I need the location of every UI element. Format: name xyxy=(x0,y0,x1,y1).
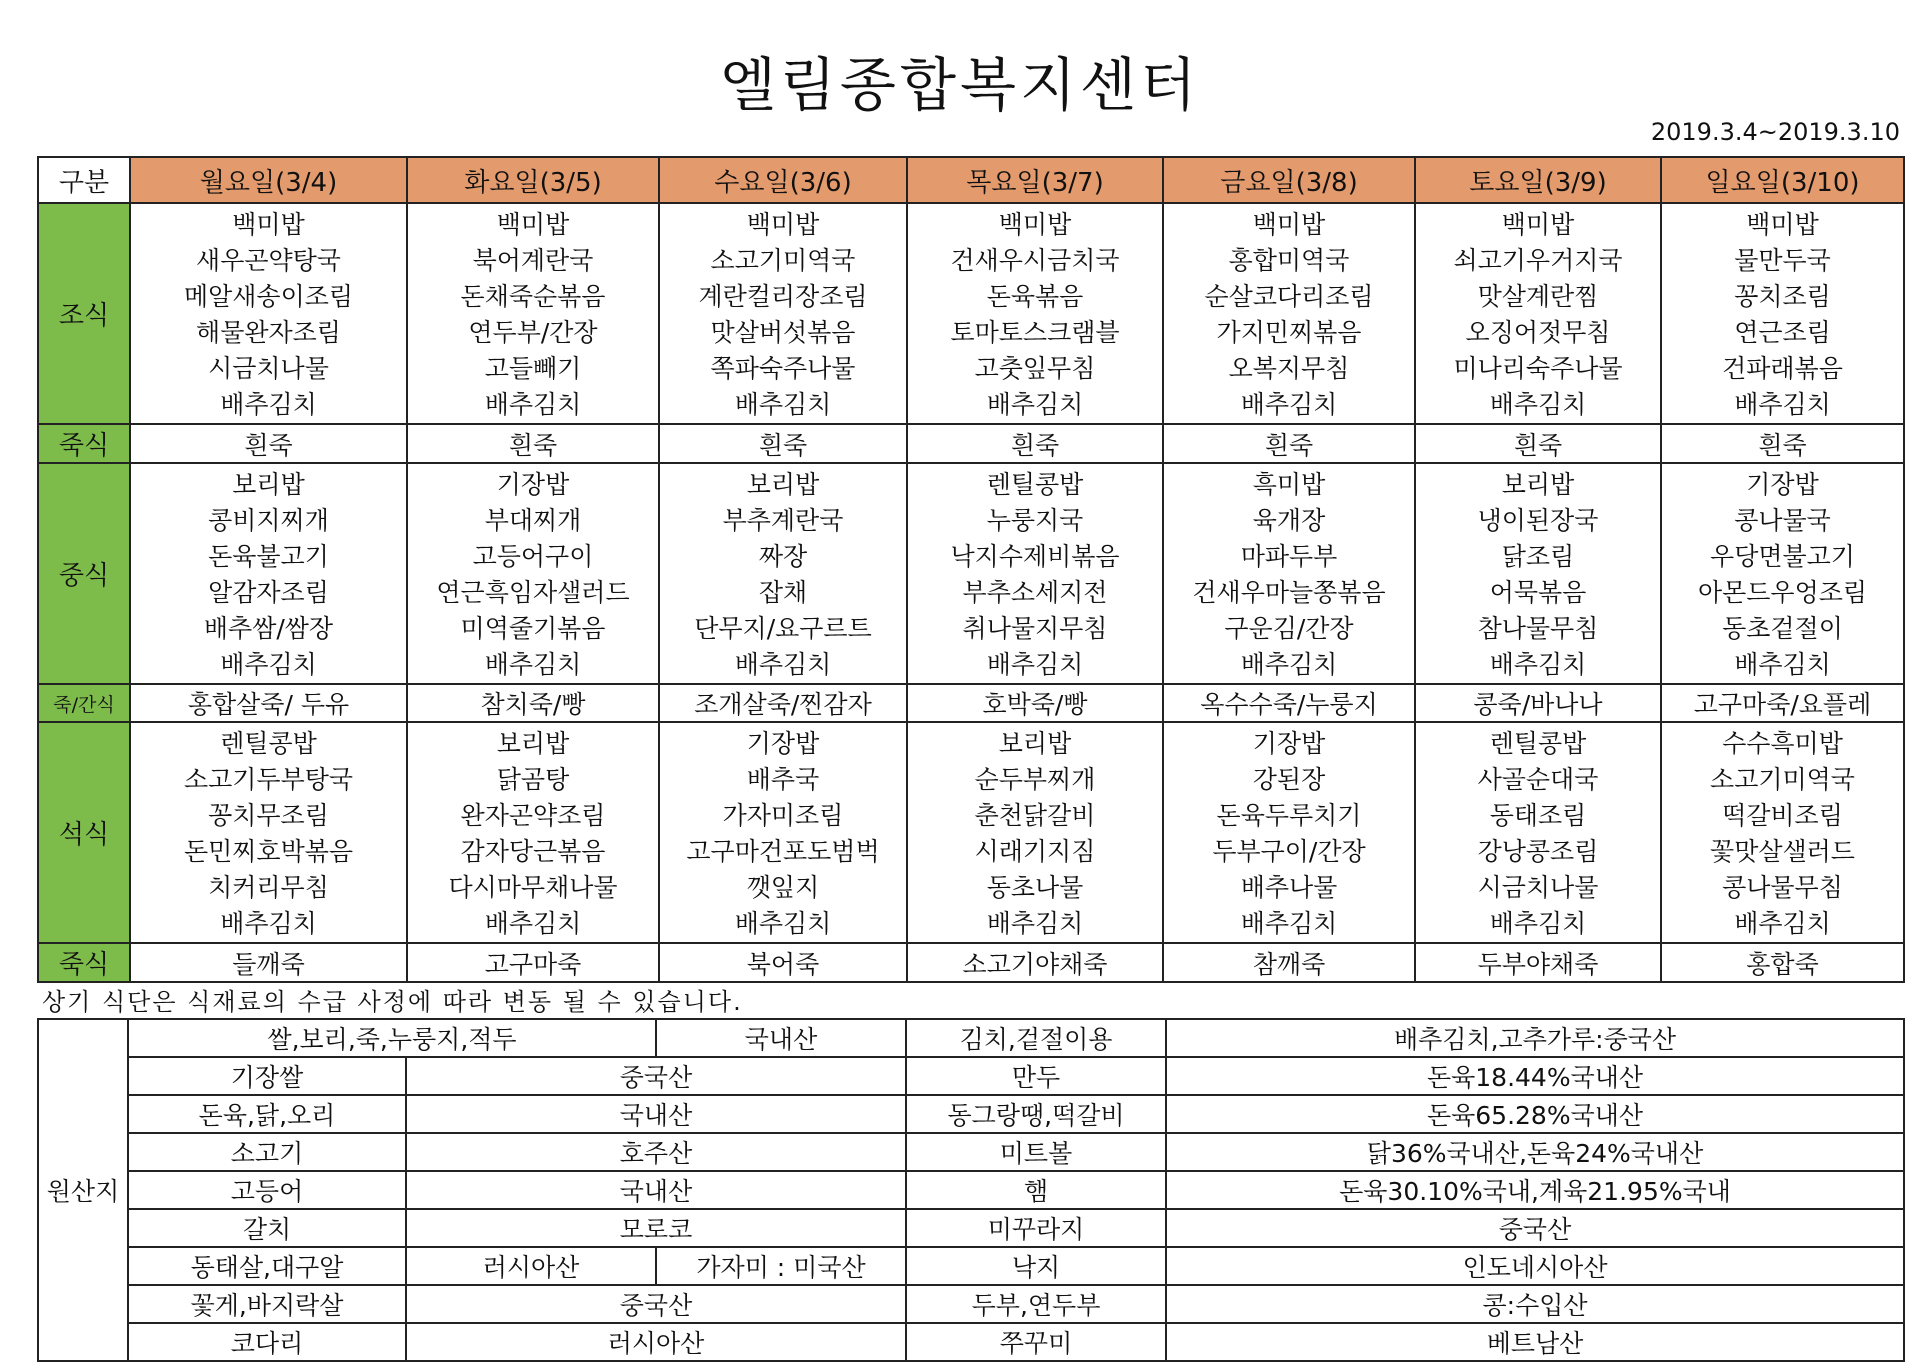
dish-item: 배추김치 xyxy=(1240,390,1338,419)
dish-item: 콩나물국 xyxy=(1734,506,1831,535)
origin-label: 원산지 xyxy=(38,1019,128,1361)
origin-item: 고등어 xyxy=(128,1171,406,1209)
origin-table xyxy=(37,1018,1905,1362)
origin-country: 호주산 xyxy=(406,1133,906,1171)
dish-item: 백미밥 xyxy=(232,210,305,239)
origin-row xyxy=(38,1285,1904,1323)
dish-item: 쇠고기우거지국 xyxy=(1453,246,1623,275)
dish-item: 소고기두부탕국 xyxy=(183,765,354,794)
meal-cell: 두부야채죽 xyxy=(1415,943,1661,982)
origin-country: 국내산 xyxy=(406,1171,906,1209)
dish-item: 우당면불고기 xyxy=(1710,542,1855,571)
dish-item: 아몬드우엉조림 xyxy=(1697,578,1868,607)
dish-item: 배추김치 xyxy=(734,650,832,679)
dish-item: 배추쌈/쌈장 xyxy=(203,614,334,643)
meal-cell xyxy=(659,203,907,424)
origin-country: 중국산 xyxy=(406,1057,906,1095)
menu-change-note: 상기 식단은 식재료의 수급 사정에 따라 변동 될 수 있습니다. xyxy=(42,988,743,1016)
origin-row xyxy=(38,1209,1904,1247)
dish-item: 배추김치 xyxy=(484,909,582,938)
dish-item: 돈육볶음 xyxy=(986,282,1084,311)
meal-cell: 홍합살죽/ 두유 xyxy=(130,684,407,722)
meal-label: 석식 xyxy=(38,722,130,943)
origin-country: 중국산 xyxy=(406,1285,906,1323)
dish-item: 보리밥 xyxy=(232,470,305,499)
dish-item: 건새우시금치국 xyxy=(950,246,1120,275)
dish-item: 어묵볶음 xyxy=(1489,578,1587,607)
dish-item: 고춧잎무침 xyxy=(974,354,1096,383)
meal-cell: 조개살죽/찐감자 xyxy=(659,684,907,722)
dish-item: 백미밥 xyxy=(998,210,1072,239)
meal-cell: 흰죽 xyxy=(1163,424,1415,463)
dish-item: 고등어구이 xyxy=(472,542,594,571)
dish-item: 물만두국 xyxy=(1734,246,1831,275)
dish-item: 순두부찌개 xyxy=(974,765,1096,794)
meal-cell: 고구마죽 xyxy=(407,943,659,982)
dish-item: 맛살계란찜 xyxy=(1477,282,1599,311)
dish-item: 깻잎지 xyxy=(746,873,820,902)
origin-country: 돈육30.10%국내,계육21.95%국내 xyxy=(1166,1171,1904,1209)
dish-item: 렌틸콩밥 xyxy=(1489,729,1587,758)
dish-item: 기장밥 xyxy=(1252,729,1326,758)
dish-item: 연근흑임자샐러드 xyxy=(436,578,630,607)
day-header: 일요일(3/10) xyxy=(1661,157,1904,203)
meal-row xyxy=(38,463,1904,684)
dish-item: 배추김치 xyxy=(1489,909,1587,938)
origin-item: 쭈꾸미 xyxy=(906,1323,1166,1361)
dish-item: 동초나물 xyxy=(986,873,1084,902)
meal-cell xyxy=(659,463,907,684)
origin-row xyxy=(38,1171,1904,1209)
dish-item: 흑미밥 xyxy=(1252,470,1326,499)
dish-item: 보리밥 xyxy=(998,729,1072,758)
dish-item: 보리밥 xyxy=(1501,470,1575,499)
meal-cell xyxy=(407,463,659,684)
origin-country: 베트남산 xyxy=(1166,1323,1904,1361)
dish-item: 건새우마늘쫑볶음 xyxy=(1192,578,1386,607)
meal-cell: 흰죽 xyxy=(1415,424,1661,463)
dish-item: 연두부/간장 xyxy=(468,318,598,347)
dish-item: 미나리숙주나물 xyxy=(1453,354,1623,383)
dish-item: 마파두부 xyxy=(1240,542,1338,571)
dish-item: 두부구이/간장 xyxy=(1212,837,1366,866)
meal-cell xyxy=(1661,203,1904,424)
meal-cell: 흰죽 xyxy=(407,424,659,463)
dish-item: 냉이된장국 xyxy=(1477,506,1599,535)
dish-item: 보리밥 xyxy=(496,729,570,758)
dish-item: 알감자조림 xyxy=(208,578,329,607)
dish-item: 순살코다리조림 xyxy=(1204,282,1374,311)
dish-item: 토마토스크램블 xyxy=(950,318,1120,347)
corner-header: 구분 xyxy=(38,157,130,203)
dish-item: 고구마건포도범벅 xyxy=(686,837,880,866)
origin-row xyxy=(38,1323,1904,1361)
origin-item: 동태살,대구알 xyxy=(128,1247,406,1285)
dish-item: 치커리무침 xyxy=(208,873,329,902)
dish-item: 콩비지찌개 xyxy=(208,506,329,535)
dish-item: 구운김/간장 xyxy=(1224,614,1354,643)
day-header: 월요일(3/4) xyxy=(130,157,407,203)
meal-cell: 홍합죽 xyxy=(1661,943,1904,982)
weekly-menu-table xyxy=(37,156,1905,983)
meal-cell xyxy=(1661,463,1904,684)
meal-cell xyxy=(130,203,407,424)
origin-country: 국내산 xyxy=(656,1019,906,1057)
meal-cell: 흰죽 xyxy=(907,424,1163,463)
origin-row xyxy=(38,1019,1904,1057)
dish-item: 배추김치 xyxy=(1240,909,1338,938)
origin-country: 러시아산 xyxy=(406,1323,906,1361)
meal-cell: 소고기야채죽 xyxy=(907,943,1163,982)
day-header: 금요일(3/8) xyxy=(1163,157,1415,203)
origin-country: 닭36%국내산,돈육24%국내산 xyxy=(1166,1133,1904,1171)
origin-item: 기장쌀 xyxy=(128,1057,406,1095)
dish-item: 닭조림 xyxy=(1501,542,1575,571)
meal-label: 죽식 xyxy=(38,943,130,982)
day-header: 토요일(3/9) xyxy=(1415,157,1661,203)
dish-item: 동초겉절이 xyxy=(1722,614,1843,643)
origin-item: 코다리 xyxy=(128,1323,406,1361)
dish-item: 백미밥 xyxy=(1501,210,1575,239)
day-header: 화요일(3/5) xyxy=(407,157,659,203)
dish-item: 배추김치 xyxy=(986,390,1084,419)
dish-item: 배추김치 xyxy=(1734,390,1831,419)
origin-country: 가자미 : 미국산 xyxy=(656,1247,906,1285)
dish-item: 미역줄기볶음 xyxy=(460,614,606,643)
meal-row xyxy=(38,424,1904,463)
dish-item: 해물완자조림 xyxy=(196,318,341,347)
date-range: 2019.3.4~2019.3.10 xyxy=(1650,118,1900,146)
dish-item: 북어계란국 xyxy=(472,246,594,275)
meal-cell xyxy=(407,203,659,424)
dish-item: 단무지/요구르트 xyxy=(694,614,872,643)
dish-item: 오징어젓무침 xyxy=(1465,318,1611,347)
origin-row xyxy=(38,1247,1904,1285)
origin-country: 콩:수입산 xyxy=(1166,1285,1904,1323)
meal-cell: 흰죽 xyxy=(1661,424,1904,463)
dish-item: 춘천닭갈비 xyxy=(974,801,1096,830)
origin-item: 미꾸라지 xyxy=(906,1209,1166,1247)
page-title: 엘림종합복지센터 xyxy=(719,51,1201,119)
origin-country: 중국산 xyxy=(1166,1209,1904,1247)
dish-item: 배추김치 xyxy=(220,650,317,679)
origin-row xyxy=(38,1057,1904,1095)
meal-cell: 북어죽 xyxy=(659,943,907,982)
dish-item: 배추김치 xyxy=(1489,650,1587,679)
meal-cell: 참깨죽 xyxy=(1163,943,1415,982)
origin-item: 쌀,보리,죽,누룽지,적두 xyxy=(128,1019,656,1057)
origin-item: 햄 xyxy=(906,1171,1166,1209)
dish-item: 쪽파숙주나물 xyxy=(710,354,856,383)
dish-item: 짜장 xyxy=(758,542,808,571)
dish-item: 백미밥 xyxy=(746,210,820,239)
dish-item: 메알새송이조림 xyxy=(183,282,354,311)
dish-item: 부추계란국 xyxy=(722,506,844,535)
dish-item: 콩나물무침 xyxy=(1722,873,1843,902)
meal-cell xyxy=(1415,722,1661,943)
dish-item: 배추김치 xyxy=(220,390,317,419)
dish-item: 시금치나물 xyxy=(208,354,329,383)
meal-cell xyxy=(1163,463,1415,684)
dish-item: 돈육두루치기 xyxy=(1216,801,1362,830)
origin-country: 국내산 xyxy=(406,1095,906,1133)
dish-item: 감자당근볶음 xyxy=(460,837,606,866)
origin-item: 낙지 xyxy=(906,1247,1166,1285)
dish-item: 소고기미역국 xyxy=(1710,765,1855,794)
day-header: 목요일(3/7) xyxy=(907,157,1163,203)
origin-item: 갈치 xyxy=(128,1209,406,1247)
dish-item: 강낭콩조림 xyxy=(1477,837,1599,866)
dish-item: 낙지수제비볶음 xyxy=(950,542,1120,571)
meal-cell: 들깨죽 xyxy=(130,943,407,982)
meal-row xyxy=(38,203,1904,424)
meal-cell: 옥수수죽/누룽지 xyxy=(1163,684,1415,722)
dish-item: 새우곤약탕국 xyxy=(196,246,341,275)
origin-country: 돈육65.28%국내산 xyxy=(1166,1095,1904,1133)
menu-header-row xyxy=(38,157,1904,203)
dish-item: 배추김치 xyxy=(986,909,1084,938)
meal-cell xyxy=(130,722,407,943)
meal-label: 조식 xyxy=(38,203,130,424)
dish-item: 오복지무침 xyxy=(1228,354,1350,383)
dish-item: 시래기지짐 xyxy=(974,837,1096,866)
dish-item: 연근조림 xyxy=(1734,318,1831,347)
dish-item: 가지민찌볶음 xyxy=(1216,318,1362,347)
dish-item: 계란컬리장조림 xyxy=(698,282,868,311)
meal-label: 중식 xyxy=(38,463,130,684)
dish-item: 백미밥 xyxy=(1746,210,1819,239)
meal-cell xyxy=(907,463,1163,684)
dish-item: 배추김치 xyxy=(734,909,832,938)
dish-item: 육개장 xyxy=(1252,506,1326,535)
dish-item: 완자곤약조림 xyxy=(460,801,606,830)
origin-item: 동그랑땡,떡갈비 xyxy=(906,1095,1166,1133)
dish-item: 기장밥 xyxy=(496,470,570,499)
dish-item: 보리밥 xyxy=(746,470,820,499)
origin-row xyxy=(38,1095,1904,1133)
origin-item: 김치,겉절이용 xyxy=(906,1019,1166,1057)
origin-item: 두부,연두부 xyxy=(906,1285,1166,1323)
dish-item: 렌틸콩밥 xyxy=(220,729,317,758)
origin-country: 배추김치,고추가루:중국산 xyxy=(1166,1019,1904,1057)
dish-item: 배추김치 xyxy=(484,390,582,419)
origin-country: 인도네시아산 xyxy=(1166,1247,1904,1285)
dish-item: 배추김치 xyxy=(734,390,832,419)
dish-item: 배추김치 xyxy=(1734,650,1831,679)
dish-item: 배추나물 xyxy=(1240,873,1338,902)
dish-item: 백미밥 xyxy=(1252,210,1326,239)
dish-item: 맛살버섯볶음 xyxy=(710,318,856,347)
meal-cell xyxy=(907,722,1163,943)
origin-item: 소고기 xyxy=(128,1133,406,1171)
dish-item: 배추김치 xyxy=(1240,650,1338,679)
dish-item: 사골순대국 xyxy=(1477,765,1599,794)
origin-item: 미트볼 xyxy=(906,1133,1166,1171)
dish-item: 꽁치무조림 xyxy=(208,801,329,830)
meal-cell: 고구마죽/요플레 xyxy=(1661,684,1904,722)
meal-cell xyxy=(659,722,907,943)
meal-cell xyxy=(1163,203,1415,424)
dish-item: 시금치나물 xyxy=(1477,873,1599,902)
origin-item: 만두 xyxy=(906,1057,1166,1095)
meal-row xyxy=(38,943,1904,982)
dish-item: 고들빼기 xyxy=(484,354,582,383)
dish-item: 홍합미역국 xyxy=(1228,246,1350,275)
origin-item: 돈육,닭,오리 xyxy=(128,1095,406,1133)
dish-item: 동태조림 xyxy=(1489,801,1587,830)
dish-item: 다시마무채나물 xyxy=(448,873,618,902)
origin-country: 모로코 xyxy=(406,1209,906,1247)
meal-cell: 흰죽 xyxy=(130,424,407,463)
dish-item: 돈채죽순볶음 xyxy=(460,282,606,311)
dish-item: 소고기미역국 xyxy=(710,246,856,275)
origin-country: 러시아산 xyxy=(406,1247,656,1285)
origin-row xyxy=(38,1133,1904,1171)
dish-item: 가자미조림 xyxy=(722,801,844,830)
dish-item: 배추김치 xyxy=(1489,390,1587,419)
dish-item: 누룽지국 xyxy=(986,506,1084,535)
meal-row xyxy=(38,722,1904,943)
dish-item: 기장밥 xyxy=(1746,470,1819,499)
dish-item: 꽁치조림 xyxy=(1734,282,1831,311)
dish-item: 꽃맛살샐러드 xyxy=(1710,837,1855,866)
dish-item: 부추소세지전 xyxy=(962,578,1108,607)
dish-item: 배추김치 xyxy=(986,650,1084,679)
meal-cell: 참치죽/빵 xyxy=(407,684,659,722)
day-header: 수요일(3/6) xyxy=(659,157,907,203)
dish-item: 돈민찌호박볶음 xyxy=(183,837,354,866)
dish-item: 건파래볶음 xyxy=(1722,354,1843,383)
meal-label: 죽식 xyxy=(38,424,130,463)
meal-cell: 흰죽 xyxy=(659,424,907,463)
meal-cell xyxy=(907,203,1163,424)
meal-cell xyxy=(407,722,659,943)
meal-cell xyxy=(130,463,407,684)
dish-item: 수수흑미밥 xyxy=(1722,729,1843,758)
meal-label: 죽/간식 xyxy=(38,684,130,722)
meal-cell xyxy=(1415,463,1661,684)
dish-item: 떡갈비조림 xyxy=(1722,801,1843,830)
dish-item: 부대찌개 xyxy=(484,506,582,535)
dish-item: 돈육불고기 xyxy=(208,542,329,571)
dish-item: 백미밥 xyxy=(496,210,570,239)
dish-item: 배추김치 xyxy=(220,909,317,938)
dish-item: 잡채 xyxy=(758,578,808,607)
origin-country: 돈육18.44%국내산 xyxy=(1166,1057,1904,1095)
dish-item: 강된장 xyxy=(1252,765,1326,794)
meal-cell xyxy=(1415,203,1661,424)
meal-cell xyxy=(1163,722,1415,943)
meal-cell xyxy=(1661,722,1904,943)
dish-item: 배추국 xyxy=(746,765,820,794)
meal-cell: 콩죽/바나나 xyxy=(1415,684,1661,722)
meal-cell: 호박죽/빵 xyxy=(907,684,1163,722)
dish-item: 렌틸콩밥 xyxy=(986,470,1084,499)
origin-item: 꽃게,바지락살 xyxy=(128,1285,406,1323)
dish-item: 참나물무침 xyxy=(1477,614,1599,643)
dish-item: 기장밥 xyxy=(746,729,820,758)
dish-item: 배추김치 xyxy=(1734,909,1831,938)
dish-item: 닭곰탕 xyxy=(496,765,570,794)
dish-item: 취나물지무침 xyxy=(962,614,1108,643)
dish-item: 배추김치 xyxy=(484,650,582,679)
meal-row xyxy=(38,684,1904,722)
